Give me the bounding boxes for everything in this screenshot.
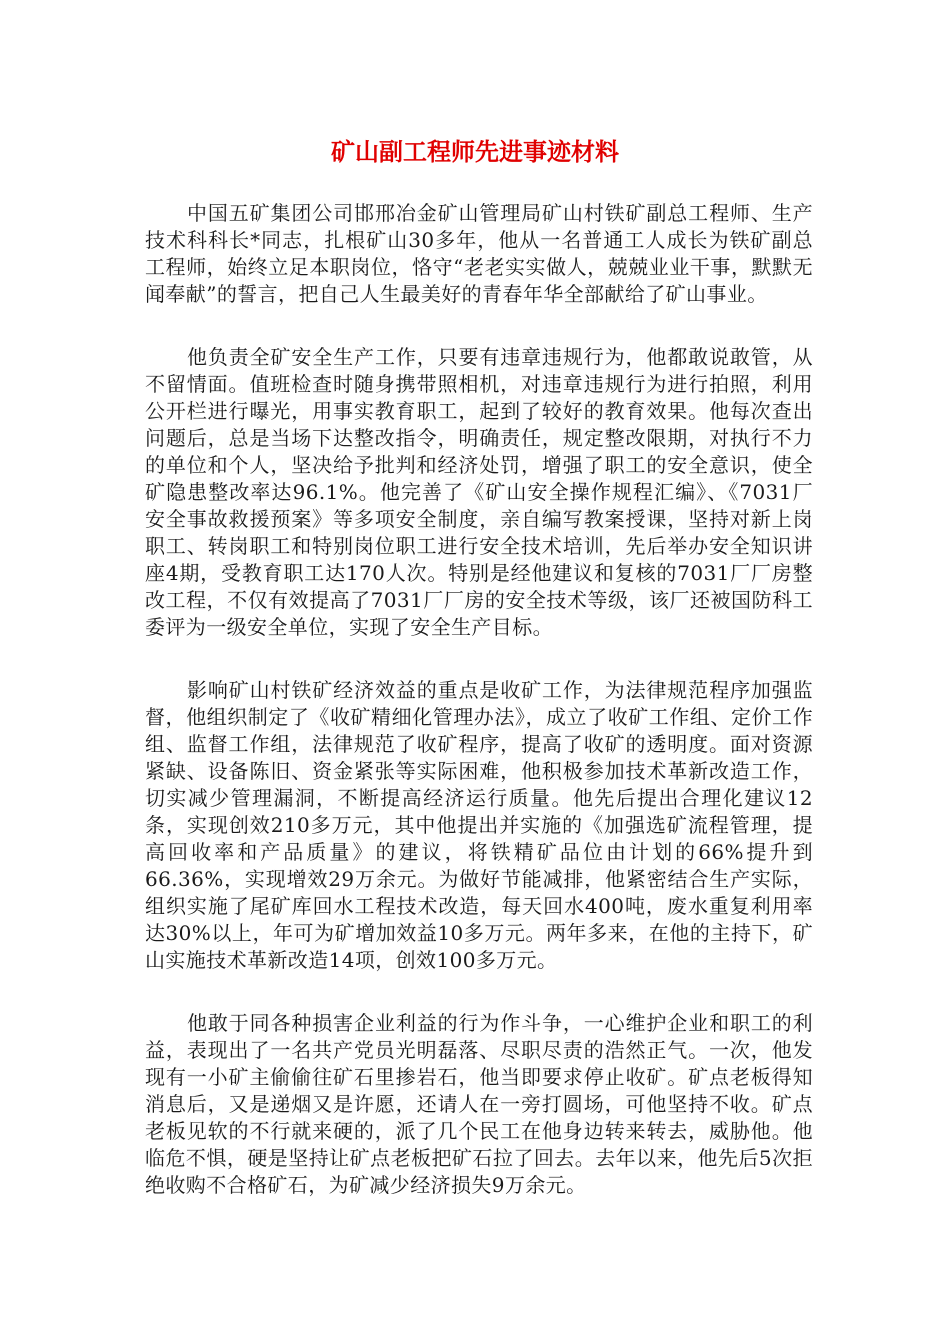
paragraph-4: 他敢于同各种损害企业利益的行为作斗争，一心维护企业和职工的利益，表现出了一名共产党员光明磊落、尽职尽责的浩然正气。一次，他发现有一小矿主偷偷往矿石里掺岩石，他当即要求停止收矿。矿点老板得知消息后，又是递烟又是许愿，还请人在一旁打圆场，可他坚持不收。矿点老板见软的不行就来硬的，派了几个民工在他身边转来转去，威胁他。他临危不惧，硬是坚持让矿点老板把矿石拉了回去。去年以来，他先后5次拒绝收购不合格矿石，为矿减少经济损失9万余元。 bbox=[145, 1011, 813, 1197]
paragraph-1: 中国五矿集团公司邯邢冶金矿山管理局矿山村铁矿副总工程师、生产技术科科长*同志，扎根矿山30多年，他从一名普通工人成长为铁矿副总工程师，始终立足本职岗位，恪守“老老实实做人，兢兢业业干事，默默无闻奉献”的誓言，把自己人生最美好的青春年华全部献给了矿山事业。 bbox=[145, 201, 813, 306]
paragraph-2: 他负责全矿安全生产工作，只要有违章违规行为，他都敢说敢管，从不留情面。值班检查时随身携带照相机，对违章违规行为进行拍照，利用公开栏进行曝光，用事实教育职工，起到了较好的教育效果。他每次查出问题后，总是当场下达整改指令，明确责任，规定整改限期，对执行不力的单位和个人，坚决给予批判和经济处罚，增强了职工的安全意识，使全矿隐患整改率达96.1%。他完善了《矿山安全操作规程汇编》、《7031厂安全事故救援预案》等多项安全制度，亲自编写教案授课，坚持对新上岗职工、转岗职工和特别岗位职工进行安全技术培训，先后举办安全知识讲座4期，受教育职工达170人次。特别是经他建议和复核的7031厂厂房整改工程，不仅有效提高了7031厂厂房的安全技术等级，该厂还被国防科工委评为一级安全单位，实现了安全生产目标。 bbox=[145, 345, 813, 639]
document-body bbox=[145, 200, 813, 1235]
paragraph-3: 影响矿山村铁矿经济效益的重点是收矿工作，为法律规范程序加强监督，他组织制定了《收矿精细化管理办法》，成立了收矿工作组、定价工作组、监督工作组，法律规范了收矿程序，提高了收矿的透明度。面对资源紧缺、设备陈旧、资金紧张等实际困难，他积极参加技术革新改造工作，切实减少管理漏洞，不断提高经济运行质量。他先后提出合理化建议12条，实现创效210多万元，其中他提出并实施的《加强选矿流程管理，提高回收率和产品质量》的建议，将铁精矿品位由计划的66%提升到66.36%，实现增效29万余元。为做好节能减排，他紧密结合生产实际，组织实施了尾矿库回水工程技术改造，每天回水400吨，废水重复利用率达30%以上，年可为矿增加效益10多万元。两年多来，在他的主持下，矿山实施技术革新改造14项，创效100多万元。 bbox=[145, 678, 813, 972]
document-title: 矿山副工程师先进事迹材料 bbox=[331, 138, 619, 166]
